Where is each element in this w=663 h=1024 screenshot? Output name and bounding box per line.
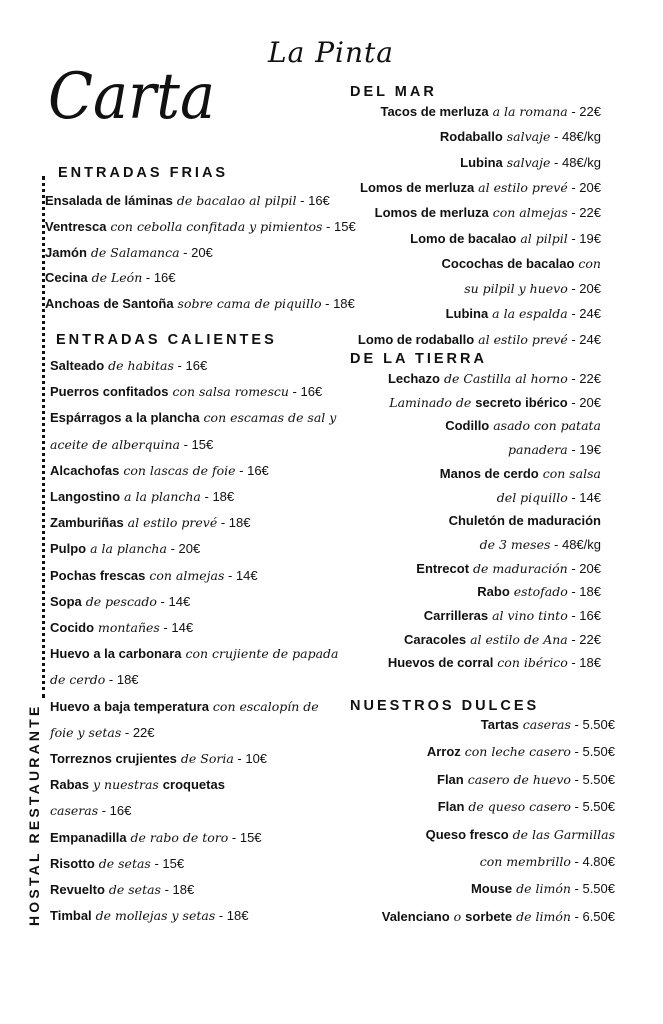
dish-description: con crujiente de papada: [181, 646, 339, 662]
dish-price: - 18€: [321, 296, 355, 312]
dish-description: foie y setas: [50, 724, 122, 740]
menu-item: [50, 384, 322, 400]
dish-name: Espárragos a la plancha: [50, 410, 200, 426]
dish-name: Lubina: [460, 154, 503, 170]
menu-item: [45, 296, 355, 312]
dish-price: - 48€/kg: [550, 154, 601, 170]
menu-item: [50, 410, 336, 426]
dish-name: Huevo a la carbonara: [50, 646, 182, 662]
dish-price: - 15€: [228, 829, 262, 845]
menu-item: [50, 699, 319, 715]
dish-name-secondary: sorbete: [465, 908, 513, 924]
dish-price: - 22€: [121, 724, 155, 740]
dish-description: estofado: [509, 584, 568, 600]
section-heading-entradas-frias: ENTRADAS FRIAS: [58, 165, 229, 181]
menu-item: [50, 541, 200, 557]
dish-price: - 5.50€: [570, 744, 615, 760]
menu-item: [50, 777, 225, 793]
dish-price: - 20€: [567, 394, 601, 410]
dish-name: Chuletón de maduración: [448, 513, 601, 529]
dish-description: al pilpil: [516, 230, 568, 246]
dish-price: - 18€: [217, 515, 251, 531]
menu-item: [480, 854, 615, 870]
menu-item: [50, 882, 194, 898]
dish-name: Jamón: [45, 244, 87, 260]
dish-price: - 16€: [567, 608, 601, 623]
dish-description: con membrillo: [479, 854, 571, 869]
dish-name: Valenciano: [381, 908, 450, 924]
dish-price: - 22€: [567, 371, 601, 386]
dish-description: de bacalao al pilpil: [172, 193, 297, 208]
dish-description: al vino tinto: [488, 608, 568, 623]
dish-price: - 19€: [567, 442, 601, 458]
dish-description-secondary: de limón: [512, 908, 571, 924]
dish-name: Zamburiñas: [50, 515, 124, 531]
vertical-label: HOSTAL RESTAURANTE: [26, 703, 42, 926]
dish-price: - 20€: [567, 281, 601, 297]
section-heading-del-mar: DEL MAR: [350, 84, 437, 100]
menu-item: [50, 594, 190, 610]
dish-description: con escamas de sal y: [199, 410, 337, 426]
dish-name: Tartas: [480, 717, 519, 732]
menu-item: [440, 129, 601, 145]
menu-item: [50, 568, 258, 584]
menu-item: [446, 306, 601, 322]
dish-name-secondary: croquetas: [162, 777, 225, 793]
menu-item: [50, 803, 131, 819]
dish-name: Timbal: [50, 908, 92, 924]
menu-item: [464, 281, 601, 297]
dish-name: Lechazo: [387, 371, 440, 386]
dish-name: Cocochas de bacalao: [441, 255, 575, 271]
dish-name: Lomos de merluza: [374, 205, 489, 221]
dish-description: asado con patata: [489, 418, 601, 434]
dish-description: al estilo prevé: [474, 331, 568, 347]
menu-item: [50, 908, 249, 924]
menu-item: [424, 608, 601, 624]
dish-description: con ibérico: [493, 655, 568, 671]
dish-name: Cecina: [45, 270, 88, 286]
dish-description: montañes: [94, 620, 160, 635]
dish-description: caseras: [518, 717, 571, 732]
dish-name: Ensalada de láminas: [45, 193, 173, 208]
dish-name: Huevo a baja temperatura: [50, 698, 209, 714]
dish-price: - 6.50€: [570, 908, 615, 924]
dish-name: Risotto: [50, 855, 95, 871]
dish-name: Torreznos crujientes: [50, 751, 177, 766]
section-heading-nuestros-dulces: NUESTROS DULCES: [350, 698, 540, 714]
dish-price: - 16€: [296, 193, 330, 208]
dish-description: con almejas: [145, 567, 225, 583]
dish-description: de rabo de toro: [126, 829, 229, 845]
dish-description: con salsa: [538, 465, 601, 481]
dish-name: Lomo de bacalao: [410, 230, 517, 246]
dish-name: Revuelto: [50, 882, 105, 897]
dish-price: - 22€: [567, 631, 601, 647]
dish-name: Rabo: [477, 584, 510, 600]
menu-item: [508, 442, 601, 458]
dish-price: - 16€: [98, 803, 132, 819]
dish-name: Pochas frescas: [50, 567, 146, 583]
dish-description: salvaje: [502, 129, 551, 145]
menu-item: [437, 772, 615, 788]
dish-price: - 16€: [288, 384, 323, 400]
dish-description: a la espalda: [488, 306, 568, 322]
section-heading-de-la-tierra: DE LA TIERRA: [350, 351, 487, 367]
dish-description: al estilo prevé: [474, 179, 568, 195]
menu-item: [427, 744, 615, 760]
dish-name: Flan: [437, 771, 464, 787]
menu-item: [50, 856, 184, 872]
dish-name: Lomo de rodaballo: [357, 331, 475, 347]
menu-item: [404, 632, 601, 648]
dish-description: con salsa romescu: [168, 384, 289, 400]
dish-description: de Castilla al horno: [439, 371, 568, 386]
menu-item: [50, 489, 234, 505]
dish-description: salvaje: [502, 154, 551, 170]
dish-price: - 14€: [567, 489, 601, 505]
menu-item: [480, 537, 601, 553]
menu-item: [50, 358, 207, 374]
dish-description: con almejas: [488, 205, 568, 221]
dish-description: de queso casero: [464, 799, 571, 815]
menu-item: [360, 180, 601, 196]
menu-item: [440, 466, 601, 482]
menu-item: [426, 827, 615, 843]
dish-name: Tacos de merluza: [380, 104, 489, 119]
dish-description: con escalopín de: [208, 698, 319, 714]
dish-description: casero de huevo: [463, 771, 571, 787]
dish-price: - 4.80€: [570, 854, 615, 869]
dish-name: Alcachofas: [50, 462, 120, 478]
dish-price: - 15€: [150, 855, 185, 871]
menu-item: [441, 256, 601, 272]
dish-name: Sopa: [50, 593, 82, 609]
dish-name: Empanadilla: [50, 829, 127, 845]
menu-item: [50, 620, 193, 636]
dish-name: Salteado: [50, 358, 105, 373]
dish-name: Langostino: [50, 489, 121, 504]
dish-name: Pulpo: [50, 541, 87, 557]
page-title: Carta: [48, 60, 216, 134]
menu-item: [45, 193, 330, 209]
dish-price: - 18€: [215, 908, 249, 924]
dish-price: - 24€: [567, 306, 601, 322]
dish-description: a la plancha: [120, 489, 201, 504]
dish-price: - 18€: [160, 882, 195, 897]
dish-description: de setas: [94, 855, 151, 871]
dish-price: - 18€: [105, 672, 139, 688]
menu-item: [382, 909, 615, 925]
dish-description: de 3 meses: [479, 536, 551, 552]
dish-description: de Salamanca: [86, 244, 180, 260]
menu-item: [375, 205, 601, 221]
menu-item: [471, 881, 615, 897]
dish-description: su pilpil y huevo: [464, 281, 568, 297]
dish-price: - 18€: [567, 584, 601, 600]
dish-price: - 22€: [567, 104, 601, 119]
menu-item: [449, 513, 601, 529]
menu-item: [50, 725, 155, 741]
dish-description: del piquillo: [496, 489, 568, 505]
brand-logo: La Pinta: [268, 36, 394, 69]
dish-description: de las Garmillas: [508, 826, 615, 842]
dish-price: - 19€: [567, 230, 601, 246]
menu-item: [380, 104, 601, 120]
dish-price: - 5.50€: [570, 881, 615, 897]
menu-item: [445, 418, 601, 434]
dish-price: - 14€: [156, 593, 191, 609]
dish-description: de mollejas y setas: [91, 908, 216, 924]
menu-item: [50, 751, 267, 767]
dish-description: de habitas: [104, 358, 174, 373]
dish-price: - 16€: [235, 462, 269, 478]
dish-description: y nuestras: [89, 777, 163, 793]
dish-description: aceite de alberquina: [50, 436, 180, 452]
dish-description: o: [449, 908, 466, 924]
dish-name: Anchoas de Santoña: [45, 296, 174, 312]
dish-price: - 10€: [233, 751, 268, 766]
dish-description: a la plancha: [86, 541, 167, 557]
dish-price: - 20€: [166, 541, 201, 557]
dish-price: - 20€: [567, 179, 601, 195]
menu-item: [45, 219, 356, 235]
menu-item: [50, 646, 339, 662]
dish-name: Rabas: [50, 777, 90, 793]
dish-description: al estilo prevé: [123, 515, 218, 531]
menu-item: [50, 463, 269, 479]
dish-description: de limón: [512, 881, 571, 897]
dish-name: Ventresca: [45, 218, 107, 234]
dish-description: con cebolla confitada y pimientos: [106, 218, 323, 234]
dish-price: - 14€: [224, 567, 258, 583]
menu-item: [389, 395, 601, 411]
dish-description: sobre cama de piquillo: [173, 296, 322, 312]
dish-name: Codillo: [445, 418, 490, 434]
dish-price: - 24€: [567, 331, 601, 347]
dish-description: de pescado: [81, 593, 157, 609]
dish-name: Lomos de merluza: [360, 179, 475, 195]
dish-price: - 20€: [179, 244, 213, 260]
dish-description: de setas: [104, 882, 161, 897]
dish-description: Laminado de: [389, 394, 476, 410]
dish-description: de cerdo: [50, 672, 106, 688]
dish-name: Puerros confitados: [50, 384, 169, 400]
menu-item: [388, 655, 601, 671]
section-heading-entradas-calientes: ENTRADAS CALIENTES: [56, 332, 277, 348]
menu-item: [358, 332, 601, 348]
menu-item: [45, 270, 176, 286]
dish-price: - 16€: [173, 358, 208, 373]
dish-price: - 22€: [567, 205, 601, 221]
dish-name: Huevos de corral: [387, 655, 494, 671]
dish-description: con leche casero: [460, 744, 571, 760]
dish-price: - 14€: [159, 620, 194, 635]
dish-name: Queso fresco: [425, 826, 509, 842]
menu-item: [45, 245, 213, 261]
dish-description: de Soria: [176, 751, 234, 766]
dish-name: Arroz: [426, 744, 461, 760]
dish-description: a la romana: [488, 104, 568, 119]
menu-item: [438, 799, 615, 815]
dish-price: - 20€: [567, 560, 601, 576]
dish-name: Rodaballo: [439, 129, 503, 145]
menu-item: [460, 155, 601, 171]
menu-item: [50, 437, 213, 453]
dish-name: Carrilleras: [423, 608, 489, 623]
dish-description: panadera: [507, 442, 568, 458]
dish-name: Cocido: [50, 620, 95, 635]
menu-item: [477, 584, 601, 600]
dish-name: Entrecot: [416, 560, 470, 576]
dish-description: al estilo de Ana: [466, 631, 568, 647]
dish-price: - 5.50€: [570, 799, 615, 815]
menu-item: [416, 561, 601, 577]
menu-item: [388, 371, 601, 387]
menu-item: [50, 672, 139, 688]
dish-description: de León: [87, 270, 143, 286]
dish-price: - 5.50€: [570, 771, 615, 787]
dish-name: Manos de cerdo: [439, 465, 539, 481]
dish-name: Caracoles: [403, 631, 467, 647]
dish-name: Mouse: [470, 881, 513, 897]
dish-price: - 48€/kg: [550, 536, 601, 552]
dish-description: caseras: [50, 803, 99, 819]
dish-price: - 15€: [322, 218, 356, 234]
dish-price: - 16€: [142, 270, 176, 286]
menu-item: [481, 717, 615, 733]
dish-description: de maduración: [469, 560, 568, 576]
dish-name-secondary: secreto ibérico: [475, 394, 568, 410]
dish-price: - 48€/kg: [550, 129, 601, 145]
dish-description: con: [574, 255, 601, 271]
menu-item: [50, 830, 262, 846]
menu-item: [50, 515, 251, 531]
menu-item: [497, 490, 601, 506]
dish-name: Lubina: [445, 306, 489, 322]
dish-price: - 18€: [567, 655, 601, 671]
dish-description: con lascas de foie: [119, 462, 236, 478]
menu-item: [410, 231, 601, 247]
dish-price: - 15€: [180, 436, 214, 452]
dish-name: Flan: [437, 799, 465, 815]
dish-price: - 18€: [200, 489, 235, 504]
dish-price: - 5.50€: [570, 717, 615, 732]
